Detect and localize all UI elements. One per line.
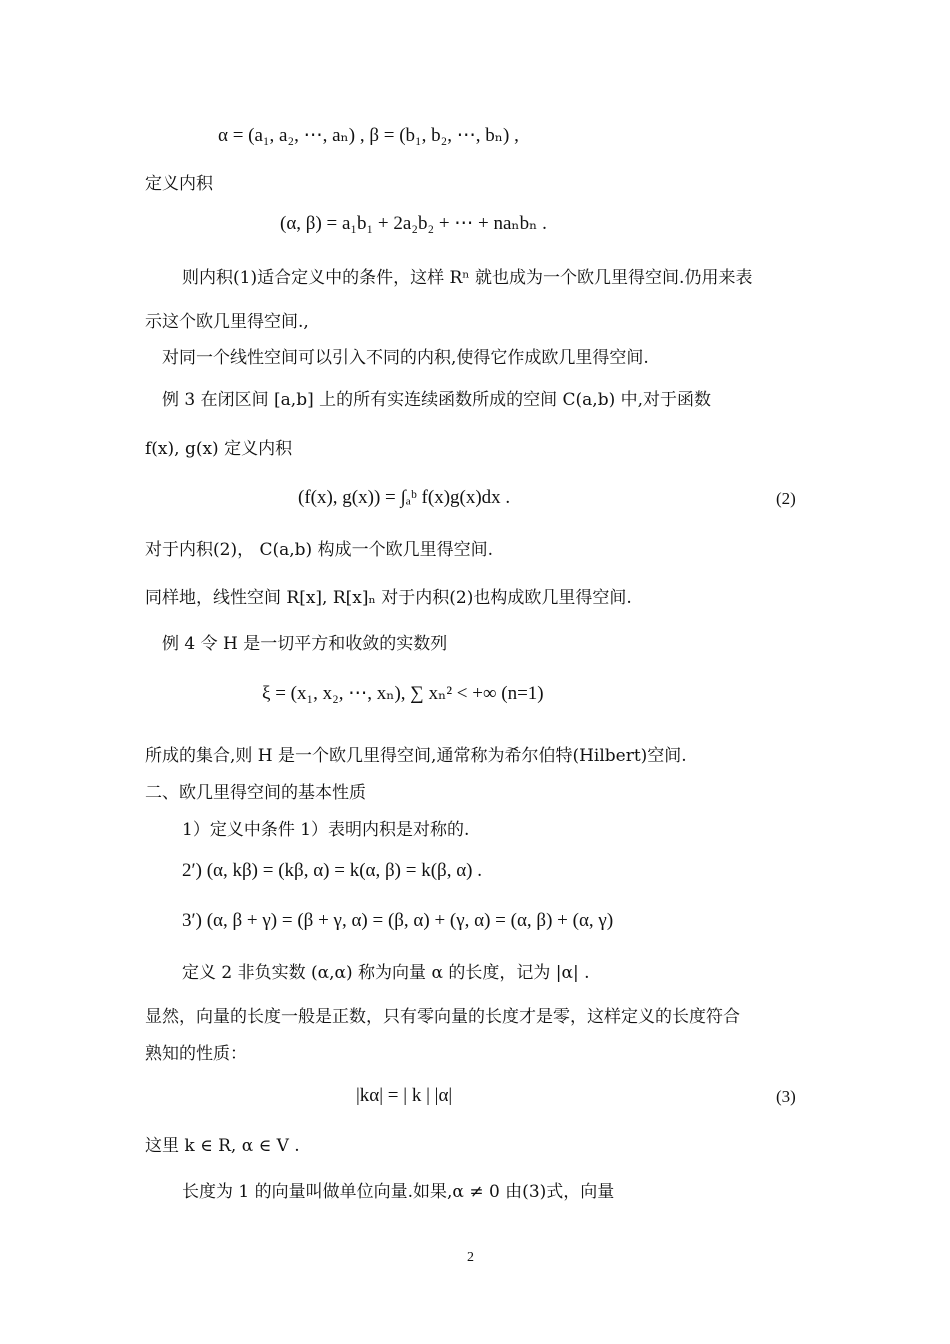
- text-example-3: 例 3 在闭区间 [a,b] 上的所有实连续函数所成的空间 C(a,b) 中,对于函数: [162, 390, 712, 410]
- formula-property-2: 2′) (α, kβ) = (kβ, α) = k(α, β) = k(β, α) .: [182, 860, 482, 881]
- equation-number-2: (2): [776, 489, 796, 508]
- text-define-inner-product: 定义内积: [145, 174, 213, 194]
- text-hilbert-space: 所成的集合,则 H 是一个欧几里得空间,通常称为希尔伯特(Hilbert)空间.: [145, 746, 687, 766]
- text-familiar-property: 熟知的性质：: [145, 1044, 247, 1064]
- equation-number-3: (3): [776, 1087, 796, 1106]
- formula-alpha-beta-vectors: α = (a₁, a₂, ⋯, aₙ) , β = (b₁, b₂, ⋯, bₙ) ,: [218, 125, 519, 146]
- text-rn-euclidean-space: 则内积(1)适合定义中的条件，这样 Rⁿ 就也成为一个欧几里得空间.仍用来表: [182, 268, 753, 288]
- formula-square-summable-sequence: ξ = (x₁, x₂, ⋯, xₙ), ∑ xₙ² < +∞ (n=1): [262, 683, 544, 704]
- text-different-inner-products: 对同一个线性空间可以引入不同的内积,使得它作成欧几里得空间.: [162, 348, 649, 368]
- text-cab-euclidean: 对于内积(2)， C(a,b) 构成一个欧几里得空间.: [145, 540, 493, 560]
- formula-property-3: 3′) (α, β + γ) = (β + γ, α) = (β, α) + (γ, α) = (α, β) + (α, γ): [182, 910, 614, 931]
- text-denote-euclidean-space: 示这个欧几里得空间.,: [145, 312, 309, 332]
- text-polynomial-spaces: 同样地，线性空间 R[x], R[x]ₙ 对于内积(2)也构成欧几里得空间.: [145, 588, 632, 608]
- text-functions-inner-product: f(x), g(x) 定义内积: [145, 439, 293, 459]
- formula-length-scaling: |kα| = | k | |α|: [356, 1085, 453, 1106]
- text-property-1: 1）定义中条件 1）表明内积是对称的.: [182, 820, 470, 840]
- page-number: 2: [467, 1250, 474, 1265]
- formula-weighted-inner-product: (α, β) = a₁b₁ + 2a₂b₂ + ⋯ + naₙbₙ .: [280, 213, 547, 234]
- text-unit-vector: 长度为 1 的向量叫做单位向量.如果,α ≠ 0 由(3)式，向量: [182, 1182, 615, 1202]
- text-definition-2: 定义 2 非负实数 (α,α) 称为向量 α 的长度，记为 |α| .: [182, 963, 590, 983]
- section-heading-basic-properties: 二、欧几里得空间的基本性质: [145, 783, 366, 803]
- text-length-positive: 显然，向量的长度一般是正数，只有零向量的长度才是零，这样定义的长度符合: [145, 1007, 740, 1027]
- text-example-4: 例 4 令 H 是一切平方和收敛的实数列: [162, 634, 448, 654]
- text-k-in-r: 这里 k ∈ R, α ∈ V .: [145, 1136, 300, 1156]
- formula-integral-inner-product: (f(x), g(x)) = ∫ₐᵇ f(x)g(x)dx .: [298, 487, 511, 508]
